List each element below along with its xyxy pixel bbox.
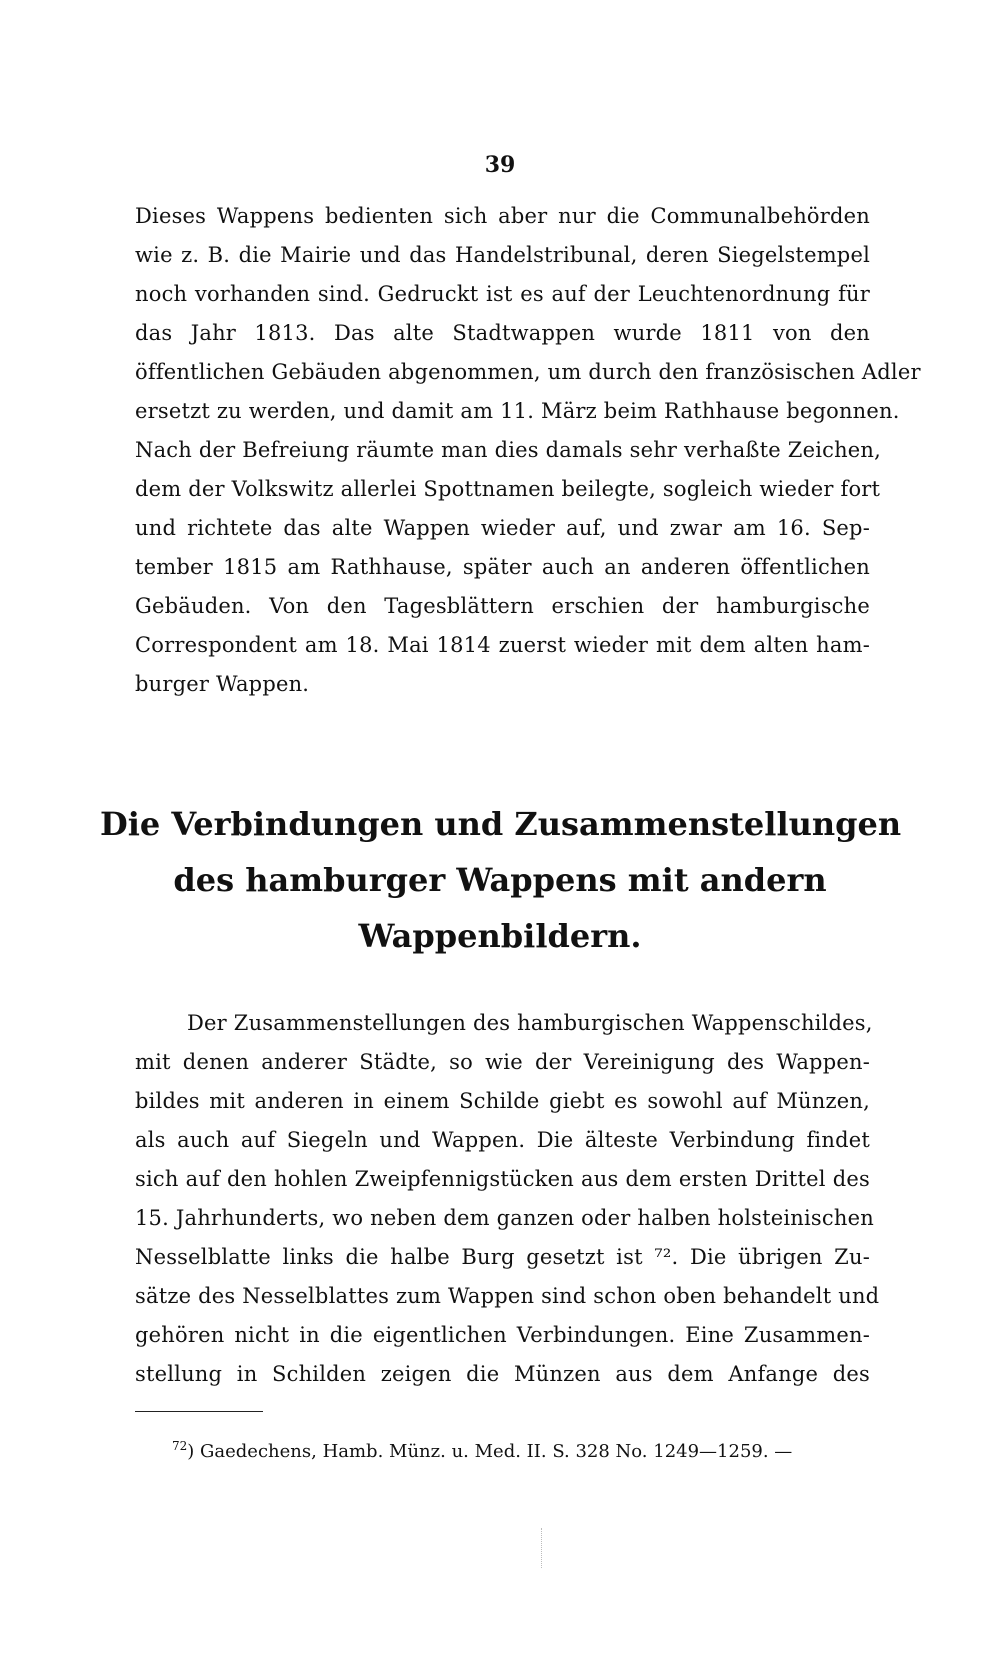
text-line: 15. Jahrhunderts, wo neben dem ganzen oder halben holsteinischen	[135, 1206, 874, 1230]
footnote-text: ) Gaedechens, Hamb. Münz. u. Med. II. S. 328 No. 1249—1259. —	[187, 1441, 793, 1462]
text-line: als auch auf Siegeln und Wappen. Die älteste Verbindung findet	[135, 1128, 870, 1152]
heading-line: des hamburger Wappens mit andern	[173, 861, 827, 899]
text-line: Correspondent am 18. Mai 1814 zuerst wieder mit dem alten ham-	[135, 633, 870, 657]
heading-line: Wappenbildern.	[358, 917, 642, 955]
text-line: bildes mit anderen in einem Schilde giebt es sowohl auf Münzen,	[135, 1089, 870, 1113]
text-line: Nesselblatte links die halbe Burg gesetzt ist ⁷². Die übrigen Zu-	[135, 1245, 870, 1269]
scan-artifact	[541, 1528, 544, 1568]
text-line: Der Zusammenstellungen des hamburgischen Wappenschildes,	[187, 1011, 873, 1035]
heading-line: Die Verbindungen und Zusammenstellungen	[100, 805, 902, 843]
text-line: ersetzt zu werden, und damit am 11. März beim Rathhause begonnen.	[135, 399, 900, 423]
text-line: dem der Volkswitz allerlei Spottnamen beilegte, sogleich wieder fort	[135, 477, 881, 501]
footnote	[172, 1432, 872, 1466]
section-heading	[100, 796, 900, 964]
text-line: Gebäuden. Von den Tagesblättern erschien der hamburgische	[135, 594, 870, 618]
text-line: Dieses Wappens bedienten sich aber nur die Communalbehörden	[135, 204, 870, 228]
paragraph-communal-arms	[135, 197, 921, 704]
text-line: sätze des Nesselblattes zum Wappen sind schon oben behandelt und	[135, 1284, 880, 1308]
text-line: wie z. B. die Mairie und das Handelstribunal, deren Siegelstempel	[135, 243, 870, 267]
text-line: mit denen anderer Städte, so wie der Vereinigung des Wappen-	[135, 1050, 870, 1074]
text-line: gehören nicht in die eigentlichen Verbindungen. Eine Zusammen-	[135, 1323, 870, 1347]
text-line: und richtete das alte Wappen wieder auf, und zwar am 16. Sep-	[135, 516, 870, 540]
text-line: sich auf den hohlen Zweipfennigstücken aus dem ersten Drittel des	[135, 1167, 870, 1191]
text-line: öffentlichen Gebäuden abgenommen, um durch den französischen Adler	[135, 360, 921, 384]
text-line: tember 1815 am Rathhause, später auch an anderen öffentlichen	[135, 555, 870, 579]
text-line: stellung in Schilden zeigen die Münzen aus dem Anfange des	[135, 1362, 870, 1386]
text-line: Nach der Befreiung räumte man dies damals sehr verhaßte Zeichen,	[135, 438, 882, 462]
footnote-divider	[135, 1411, 263, 1412]
text-line: burger Wappen.	[135, 672, 310, 696]
footnote-mark: 72	[172, 1439, 188, 1453]
text-line: das Jahr 1813. Das alte Stadtwappen wurde 1811 von den	[135, 321, 870, 345]
text-line: noch vorhanden sind. Gedruckt ist es auf der Leuchtenordnung für	[135, 282, 870, 306]
paragraph-compositions	[135, 1004, 880, 1394]
page-number: 39	[484, 152, 516, 178]
